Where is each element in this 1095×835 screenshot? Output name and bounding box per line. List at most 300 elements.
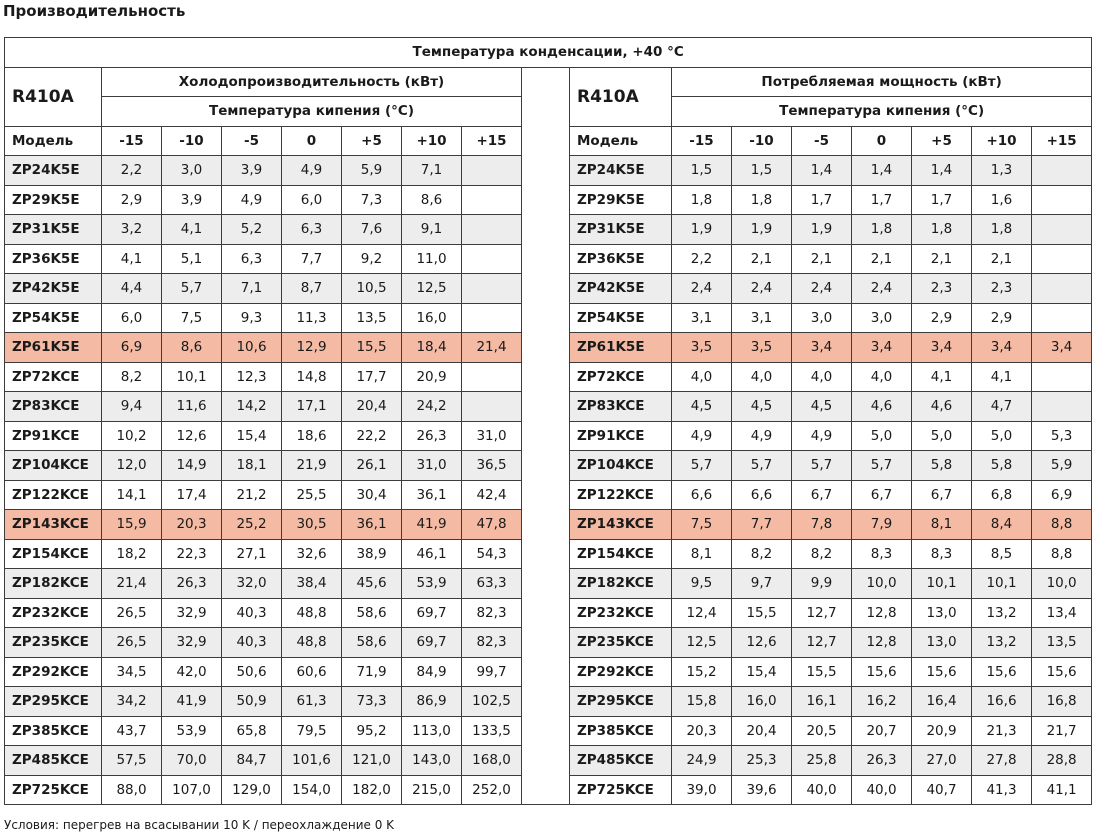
- power-value: 3,1: [672, 303, 732, 333]
- capacity-value: [462, 185, 522, 215]
- model-name: ZP725KCE: [5, 775, 102, 805]
- capacity-value: 15,4: [222, 421, 282, 451]
- capacity-value: 31,0: [462, 421, 522, 451]
- capacity-value: 40,3: [222, 628, 282, 658]
- capacity-value: 14,1: [102, 480, 162, 510]
- table-row: [5, 510, 1092, 540]
- power-value: 41,3: [972, 775, 1032, 805]
- model-name: ZP143KCE: [570, 510, 672, 540]
- power-value: 13,0: [912, 598, 972, 628]
- power-value: 20,5: [792, 716, 852, 746]
- power-value: 21,7: [1032, 716, 1092, 746]
- power-value: 2,3: [972, 274, 1032, 304]
- table-gap: [522, 687, 570, 717]
- power-value: 10,0: [852, 569, 912, 599]
- capacity-value: 12,0: [102, 451, 162, 481]
- power-value: 16,4: [912, 687, 972, 717]
- capacity-value: [462, 362, 522, 392]
- capacity-value: 79,5: [282, 716, 342, 746]
- power-value: 15,5: [732, 598, 792, 628]
- model-name: ZP36K5E: [5, 244, 102, 274]
- capacity-value: 18,2: [102, 539, 162, 569]
- power-value: 24,9: [672, 746, 732, 776]
- power-value: 2,3: [912, 274, 972, 304]
- power-value: 1,7: [912, 185, 972, 215]
- power-value: 8,4: [972, 510, 1032, 540]
- model-name: ZP29K5E: [570, 185, 672, 215]
- table-row: [5, 303, 1092, 333]
- power-value: 3,5: [732, 333, 792, 363]
- power-value: 4,0: [732, 362, 792, 392]
- capacity-value: 20,3: [162, 510, 222, 540]
- capacity-value: 95,2: [342, 716, 402, 746]
- capacity-value: 46,1: [402, 539, 462, 569]
- model-name: ZP61K5E: [5, 333, 102, 363]
- power-value: 1,9: [672, 215, 732, 245]
- power-value: 3,4: [792, 333, 852, 363]
- power-value: 2,1: [792, 244, 852, 274]
- capacity-value: 5,7: [162, 274, 222, 304]
- capacity-value: 5,9: [342, 156, 402, 186]
- table-gap: [522, 215, 570, 245]
- power-value: 1,3: [972, 156, 1032, 186]
- table-gap: [522, 569, 570, 599]
- capacity-value: 36,1: [402, 480, 462, 510]
- table-row: [5, 362, 1092, 392]
- table-row: [5, 451, 1092, 481]
- table-gap: [522, 274, 570, 304]
- capacity-value: 40,3: [222, 598, 282, 628]
- capacity-value: 3,2: [102, 215, 162, 245]
- model-name: ZP295KCE: [570, 687, 672, 717]
- capacity-value: 26,3: [402, 421, 462, 451]
- power-value: 8,5: [972, 539, 1032, 569]
- power-value: 3,4: [852, 333, 912, 363]
- temp-column-header: 0: [852, 126, 912, 156]
- capacity-value: 10,6: [222, 333, 282, 363]
- capacity-value: 8,6: [162, 333, 222, 363]
- model-name: ZP485KCE: [5, 746, 102, 776]
- table-gap: [522, 362, 570, 392]
- power-value: 15,6: [1032, 657, 1092, 687]
- capacity-value: 38,4: [282, 569, 342, 599]
- power-value: 4,5: [672, 392, 732, 422]
- table-gap: [522, 126, 570, 156]
- power-value: 2,4: [792, 274, 852, 304]
- capacity-value: 4,1: [162, 215, 222, 245]
- refrigerant-label-left: R410A: [5, 67, 102, 126]
- capacity-value: 48,8: [282, 598, 342, 628]
- power-value: 4,0: [672, 362, 732, 392]
- capacity-value: [462, 392, 522, 422]
- table-row: [5, 185, 1092, 215]
- capacity-value: 7,6: [342, 215, 402, 245]
- capacity-value: 18,4: [402, 333, 462, 363]
- table-gap: [522, 333, 570, 363]
- power-value: 1,9: [732, 215, 792, 245]
- power-value: 1,8: [672, 185, 732, 215]
- capacity-value: 9,1: [402, 215, 462, 245]
- model-name: ZP385KCE: [5, 716, 102, 746]
- power-value: 20,9: [912, 716, 972, 746]
- power-value: 8,3: [912, 539, 972, 569]
- power-value: 5,8: [972, 451, 1032, 481]
- temp-column-header: -15: [672, 126, 732, 156]
- power-value: 4,6: [912, 392, 972, 422]
- power-value: 3,4: [972, 333, 1032, 363]
- capacity-value: 252,0: [462, 775, 522, 805]
- power-value: 5,8: [912, 451, 972, 481]
- capacity-value: 12,9: [282, 333, 342, 363]
- power-value: 13,2: [972, 598, 1032, 628]
- power-value: 1,4: [852, 156, 912, 186]
- table-gap: [522, 775, 570, 805]
- capacity-value: 5,2: [222, 215, 282, 245]
- capacity-value: 168,0: [462, 746, 522, 776]
- capacity-value: 11,0: [402, 244, 462, 274]
- capacity-value: 4,9: [222, 185, 282, 215]
- capacity-value: 17,4: [162, 480, 222, 510]
- power-value: 6,8: [972, 480, 1032, 510]
- power-value: 1,5: [732, 156, 792, 186]
- power-value: 20,7: [852, 716, 912, 746]
- capacity-value: 14,8: [282, 362, 342, 392]
- model-name: ZP83KCE: [570, 392, 672, 422]
- capacity-value: 84,7: [222, 746, 282, 776]
- power-value: 1,5: [672, 156, 732, 186]
- capacity-value: 31,0: [402, 451, 462, 481]
- model-name: ZP42K5E: [570, 274, 672, 304]
- model-column-header: Модель: [5, 126, 102, 156]
- temp-column-header: -10: [162, 126, 222, 156]
- capacity-value: 10,1: [162, 362, 222, 392]
- capacity-value: 14,2: [222, 392, 282, 422]
- model-name: ZP91KCE: [5, 421, 102, 451]
- capacity-value: 4,1: [102, 244, 162, 274]
- table-row: [5, 480, 1092, 510]
- power-value: 2,1: [732, 244, 792, 274]
- capacity-value: 86,9: [402, 687, 462, 717]
- power-value: 10,0: [1032, 569, 1092, 599]
- capacity-value: 102,5: [462, 687, 522, 717]
- table-row: [5, 392, 1092, 422]
- capacity-value: 41,9: [162, 687, 222, 717]
- capacity-value: 26,3: [162, 569, 222, 599]
- table-row: [5, 244, 1092, 274]
- capacity-value: 48,8: [282, 628, 342, 658]
- power-value: [1032, 244, 1092, 274]
- capacity-value: 14,9: [162, 451, 222, 481]
- capacity-value: 42,0: [162, 657, 222, 687]
- capacity-value: 2,9: [102, 185, 162, 215]
- model-name: ZP72KCE: [570, 362, 672, 392]
- power-value: 7,5: [672, 510, 732, 540]
- power-value: 3,1: [732, 303, 792, 333]
- capacity-value: 82,3: [462, 598, 522, 628]
- capacity-value: 58,6: [342, 628, 402, 658]
- capacity-value: 24,2: [402, 392, 462, 422]
- power-value: 4,5: [792, 392, 852, 422]
- capacity-value: 3,9: [222, 156, 282, 186]
- power-value: 13,5: [1032, 628, 1092, 658]
- model-name: ZP24K5E: [570, 156, 672, 186]
- power-value: 26,3: [852, 746, 912, 776]
- capacity-value: 3,9: [162, 185, 222, 215]
- power-value: 4,5: [732, 392, 792, 422]
- model-name: ZP154KCE: [5, 539, 102, 569]
- power-value: 40,7: [912, 775, 972, 805]
- capacity-value: 9,3: [222, 303, 282, 333]
- table-row: [5, 716, 1092, 746]
- power-value: 6,7: [852, 480, 912, 510]
- power-value: 8,8: [1032, 539, 1092, 569]
- power-value: 2,1: [852, 244, 912, 274]
- table-row: [5, 687, 1092, 717]
- evap-temp-header-right: Температура кипения (°C): [672, 97, 1092, 127]
- model-name: ZP292KCE: [5, 657, 102, 687]
- capacity-value: 47,8: [462, 510, 522, 540]
- table-gap: [522, 657, 570, 687]
- capacity-value: 21,9: [282, 451, 342, 481]
- power-value: 12,7: [792, 628, 852, 658]
- power-value: 3,0: [792, 303, 852, 333]
- capacity-value: 27,1: [222, 539, 282, 569]
- capacity-value: 101,6: [282, 746, 342, 776]
- power-value: 5,7: [792, 451, 852, 481]
- capacity-value: 6,0: [102, 303, 162, 333]
- capacity-value: 54,3: [462, 539, 522, 569]
- capacity-value: 8,6: [402, 185, 462, 215]
- capacity-value: 26,5: [102, 628, 162, 658]
- temp-column-header: +15: [462, 126, 522, 156]
- model-name: ZP31K5E: [5, 215, 102, 245]
- refrigerant-label-right: R410A: [570, 67, 672, 126]
- power-value: 3,0: [852, 303, 912, 333]
- power-value: 1,7: [792, 185, 852, 215]
- power-value: 8,2: [732, 539, 792, 569]
- capacity-value: [462, 303, 522, 333]
- capacity-value: 36,5: [462, 451, 522, 481]
- power-value: [1032, 156, 1092, 186]
- power-value: 15,2: [672, 657, 732, 687]
- power-value: 5,7: [672, 451, 732, 481]
- capacity-value: 6,3: [282, 215, 342, 245]
- power-value: 1,8: [852, 215, 912, 245]
- model-name: ZP122KCE: [570, 480, 672, 510]
- capacity-value: 60,6: [282, 657, 342, 687]
- power-value: 5,0: [912, 421, 972, 451]
- capacity-value: 9,4: [102, 392, 162, 422]
- power-value: 6,7: [792, 480, 852, 510]
- power-value: 39,6: [732, 775, 792, 805]
- power-value: 7,7: [732, 510, 792, 540]
- capacity-value: 5,1: [162, 244, 222, 274]
- power-value: 5,9: [1032, 451, 1092, 481]
- power-value: 15,6: [852, 657, 912, 687]
- power-value: 16,1: [792, 687, 852, 717]
- power-value: 2,2: [672, 244, 732, 274]
- capacity-value: 15,5: [342, 333, 402, 363]
- model-name: ZP154KCE: [570, 539, 672, 569]
- table-row: [5, 775, 1092, 805]
- power-value: [1032, 185, 1092, 215]
- capacity-value: 99,7: [462, 657, 522, 687]
- model-name: ZP31K5E: [570, 215, 672, 245]
- table-row: [5, 215, 1092, 245]
- model-name: ZP295KCE: [5, 687, 102, 717]
- model-name: ZP54K5E: [5, 303, 102, 333]
- table-gap: [522, 510, 570, 540]
- power-value: 8,2: [792, 539, 852, 569]
- power-value: [1032, 303, 1092, 333]
- capacity-value: 45,6: [342, 569, 402, 599]
- power-value: 8,8: [1032, 510, 1092, 540]
- power-value: [1032, 392, 1092, 422]
- power-value: 5,7: [852, 451, 912, 481]
- capacity-value: 70,0: [162, 746, 222, 776]
- capacity-value: 20,4: [342, 392, 402, 422]
- temp-column-header: +10: [972, 126, 1032, 156]
- capacity-value: 7,1: [222, 274, 282, 304]
- power-value: 16,2: [852, 687, 912, 717]
- model-name: ZP182KCE: [5, 569, 102, 599]
- power-value: 16,0: [732, 687, 792, 717]
- power-value: 4,1: [972, 362, 1032, 392]
- power-value: 4,1: [912, 362, 972, 392]
- table-row: [5, 598, 1092, 628]
- power-value: 8,3: [852, 539, 912, 569]
- power-value: 3,4: [912, 333, 972, 363]
- power-value: 4,0: [792, 362, 852, 392]
- power-value: 4,9: [792, 421, 852, 451]
- power-header: Потребляемая мощность (кВт): [672, 67, 1092, 97]
- capacity-value: 10,2: [102, 421, 162, 451]
- table-row: [5, 569, 1092, 599]
- capacity-value: 26,1: [342, 451, 402, 481]
- capacity-value: 25,5: [282, 480, 342, 510]
- capacity-value: 11,3: [282, 303, 342, 333]
- power-value: 5,7: [732, 451, 792, 481]
- model-name: ZP725KCE: [570, 775, 672, 805]
- power-value: 25,3: [732, 746, 792, 776]
- power-value: 4,9: [732, 421, 792, 451]
- power-value: 15,8: [672, 687, 732, 717]
- capacity-value: 8,2: [102, 362, 162, 392]
- model-name: ZP54K5E: [570, 303, 672, 333]
- capacity-value: 16,0: [402, 303, 462, 333]
- table-row: [5, 628, 1092, 658]
- capacity-value: 53,9: [162, 716, 222, 746]
- capacity-value: 21,4: [102, 569, 162, 599]
- capacity-value: 7,5: [162, 303, 222, 333]
- power-value: [1032, 274, 1092, 304]
- power-value: 2,4: [732, 274, 792, 304]
- table-gap: [522, 244, 570, 274]
- model-name: ZP36K5E: [570, 244, 672, 274]
- table-gap: [522, 392, 570, 422]
- capacity-value: 25,2: [222, 510, 282, 540]
- capacity-value: 63,3: [462, 569, 522, 599]
- temp-column-header: -15: [102, 126, 162, 156]
- capacity-value: 10,5: [342, 274, 402, 304]
- capacity-value: 133,5: [462, 716, 522, 746]
- capacity-value: 69,7: [402, 598, 462, 628]
- power-value: 6,6: [672, 480, 732, 510]
- power-value: 12,6: [732, 628, 792, 658]
- capacity-value: 61,3: [282, 687, 342, 717]
- power-value: 6,6: [732, 480, 792, 510]
- capacity-value: 143,0: [402, 746, 462, 776]
- power-value: 4,0: [852, 362, 912, 392]
- capacity-value: 36,1: [342, 510, 402, 540]
- table-gap: [522, 156, 570, 186]
- capacity-value: 26,5: [102, 598, 162, 628]
- capacity-value: 6,0: [282, 185, 342, 215]
- power-value: 8,1: [672, 539, 732, 569]
- power-value: 7,8: [792, 510, 852, 540]
- table-gap: [522, 303, 570, 333]
- table-gap: [522, 746, 570, 776]
- performance-table: [4, 37, 1092, 805]
- power-value: 27,0: [912, 746, 972, 776]
- table-gap: [522, 97, 570, 127]
- model-name: ZP232KCE: [5, 598, 102, 628]
- power-value: 20,3: [672, 716, 732, 746]
- condensing-temperature-header: Температура конденсации, +40 °C: [5, 38, 1092, 68]
- capacity-value: [462, 215, 522, 245]
- capacity-value: 6,3: [222, 244, 282, 274]
- table-row: [5, 657, 1092, 687]
- table-gap: [522, 67, 570, 97]
- temp-column-header: 0: [282, 126, 342, 156]
- table-gap: [522, 421, 570, 451]
- power-value: 8,1: [912, 510, 972, 540]
- power-value: 5,3: [1032, 421, 1092, 451]
- power-value: 3,4: [1032, 333, 1092, 363]
- capacity-value: [462, 274, 522, 304]
- power-value: 25,8: [792, 746, 852, 776]
- capacity-value: 42,4: [462, 480, 522, 510]
- capacity-value: 17,1: [282, 392, 342, 422]
- power-value: 13,2: [972, 628, 1032, 658]
- capacity-value: 12,3: [222, 362, 282, 392]
- capacity-value: 18,1: [222, 451, 282, 481]
- temp-column-header: +5: [912, 126, 972, 156]
- table-gap: [522, 716, 570, 746]
- capacity-value: 15,9: [102, 510, 162, 540]
- power-value: 2,9: [972, 303, 1032, 333]
- model-name: ZP182KCE: [570, 569, 672, 599]
- model-column-header: Модель: [570, 126, 672, 156]
- capacity-value: 22,2: [342, 421, 402, 451]
- table-row: [5, 274, 1092, 304]
- capacity-value: 182,0: [342, 775, 402, 805]
- capacity-value: 53,9: [402, 569, 462, 599]
- model-name: ZP143KCE: [5, 510, 102, 540]
- capacity-value: 12,6: [162, 421, 222, 451]
- power-value: 2,4: [672, 274, 732, 304]
- power-value: 1,8: [912, 215, 972, 245]
- capacity-value: 69,7: [402, 628, 462, 658]
- capacity-value: 50,9: [222, 687, 282, 717]
- capacity-value: 30,5: [282, 510, 342, 540]
- capacity-value: 32,9: [162, 628, 222, 658]
- power-value: 20,4: [732, 716, 792, 746]
- power-value: 12,4: [672, 598, 732, 628]
- capacity-value: 65,8: [222, 716, 282, 746]
- capacity-value: 88,0: [102, 775, 162, 805]
- power-value: 2,4: [852, 274, 912, 304]
